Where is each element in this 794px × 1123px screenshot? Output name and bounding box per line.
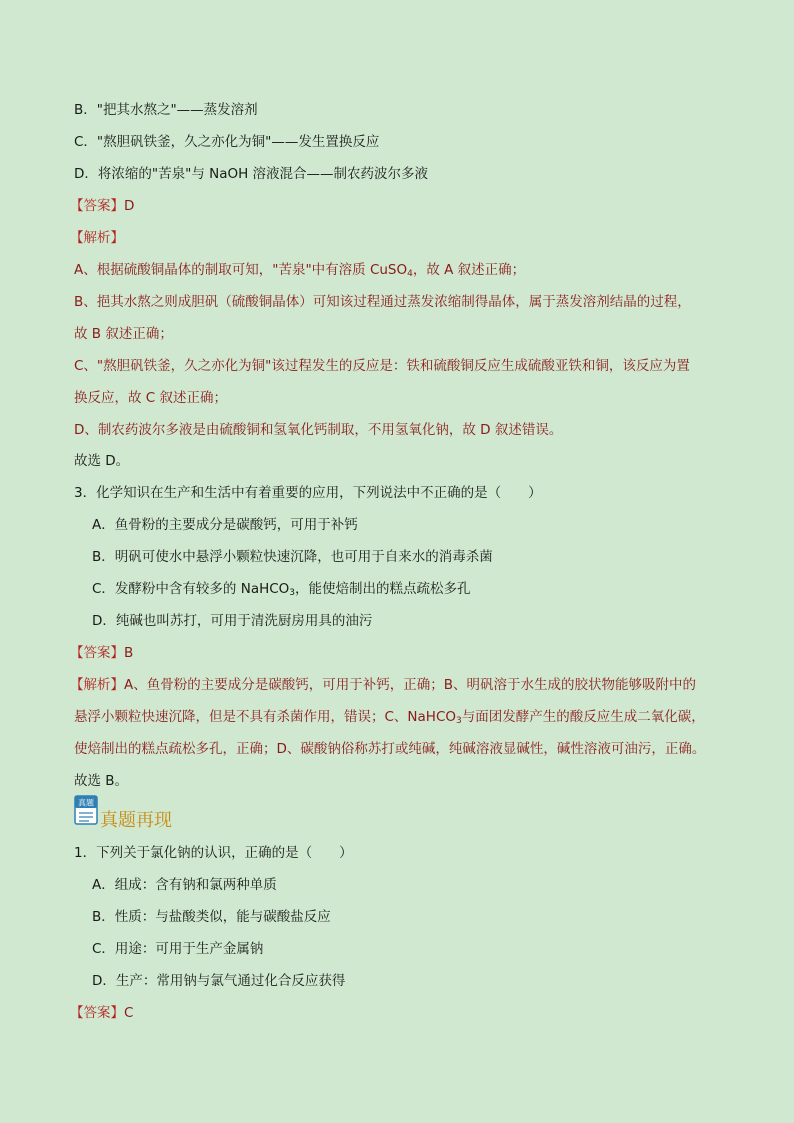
- q3-option-c: [92, 580, 471, 598]
- q1-stem: 1．下列关于氯化钠的认识，正确的是（ ）: [74, 845, 353, 861]
- q3-option-b: B．明矾可使水中悬浮小颗粒快速沉降，也可用于自来水的消毒杀菌: [92, 549, 493, 565]
- icon-label: 真题: [78, 798, 94, 808]
- analysis-a-text: A、根据硫酸铜晶体的制取可知，"苦泉"中有溶质 CuSO: [74, 262, 408, 278]
- answer-tag: 【答案】: [70, 198, 124, 214]
- document-icon-svg: [74, 795, 100, 827]
- answer-value: B: [124, 645, 134, 661]
- analysis-a-text-end: ，故 A 叙述正确；: [412, 262, 526, 278]
- prev-option-c: C．"熬胆矾铁釜，久之亦化为铜"——发生置换反应: [74, 134, 380, 150]
- q3-option-c-text: C．发酵粉中含有较多的 NaHCO: [92, 581, 290, 597]
- prev-analysis-c-line2: 换反应，故 C 叙述正确；: [74, 390, 228, 406]
- answer-tag: 【答案】: [70, 645, 124, 661]
- prev-analysis-d: D、制农药波尔多液是由硫酸铜和氢氧化钙制取，不用氢氧化钠，故 D 叙述错误。: [74, 422, 563, 438]
- q1-option-b: B．性质：与盐酸类似，能与碳酸盐反应: [92, 909, 331, 925]
- analysis-text-end: 与面团发酵产生的酸反应生成二氧化碳，: [461, 709, 705, 725]
- prev-analysis-a: [74, 261, 525, 279]
- q3-answer: [70, 644, 133, 662]
- q3-conclusion: 故选 B。: [74, 773, 129, 789]
- subscript: 3: [456, 716, 462, 726]
- subscript: 3: [289, 588, 296, 598]
- q3-option-c-text-end: ，能使焙制出的糕点疏松多孔: [295, 581, 471, 597]
- prev-answer: [70, 197, 134, 215]
- q1-answer: [70, 1004, 133, 1022]
- q3-option-d: D．纯碱也叫苏打，可用于清洗厨房用具的油污: [92, 613, 373, 629]
- q3-analysis-line2: [74, 708, 705, 726]
- q1-option-d: D．生产：常用钠与氯气通过化合反应获得: [92, 973, 346, 989]
- prev-option-b: B．"把其水熬之"——蒸发溶剂: [74, 102, 258, 118]
- q3-stem: 3．化学知识在生产和生活中有着重要的应用，下列说法中不正确的是（ ）: [74, 485, 542, 501]
- q1-option-c: C．用途：可用于生产金属钠: [92, 941, 264, 957]
- q1-option-a: A．组成：含有钠和氯两种单质: [92, 877, 277, 893]
- analysis-text: A、鱼骨粉的主要成分是碳酸钙，可用于补钙，正确；B、明矾溶于水生成的胶状物能够吸附中的: [124, 677, 696, 693]
- prev-option-d: D．将浓缩的"苦泉"与 NaOH 溶液混合——制农药波尔多液: [74, 166, 429, 182]
- prev-conclusion: 故选 D。: [74, 453, 130, 469]
- prev-analysis-b-line1: B、挹其水熬之则成胆矾（硫酸铜晶体）可知该过程通过蒸发浓缩制得晶体，属于蒸发溶剂结晶的过程，: [74, 294, 691, 310]
- section-title: 真题再现: [100, 810, 172, 831]
- answer-value: C: [124, 1005, 134, 1021]
- q3-option-a: A．鱼骨粉的主要成分是碳酸钙，可用于补钙: [92, 517, 358, 533]
- analysis-text: 悬浮小颗粒快速沉降，但是不具有杀菌作用，错误；C、NaHCO: [74, 709, 457, 725]
- answer-value: D: [124, 198, 135, 214]
- answer-tag: 【答案】: [70, 1005, 124, 1021]
- q3-analysis-line1: [70, 676, 696, 694]
- prev-analysis-b-line2: 故 B 叙述正确；: [74, 326, 173, 342]
- subscript: 4: [407, 269, 413, 279]
- prev-analysis-c-line1: C、"熬胆矾铁釜，久之亦化为铜"该过程发生的反应是：铁和硫酸铜反应生成硫酸亚铁和铜，该反应为置: [74, 358, 690, 374]
- q3-analysis-line3: 使焙制出的糕点疏松多孔，正确；D、碳酸钠俗称苏打或纯碱，纯碱溶液显碱性，碱性溶液可油污，正确。: [74, 741, 706, 757]
- analysis-tag: 【解析】: [70, 677, 124, 693]
- prev-analysis-tag: 【解析】: [70, 230, 124, 246]
- document-icon: [74, 795, 100, 827]
